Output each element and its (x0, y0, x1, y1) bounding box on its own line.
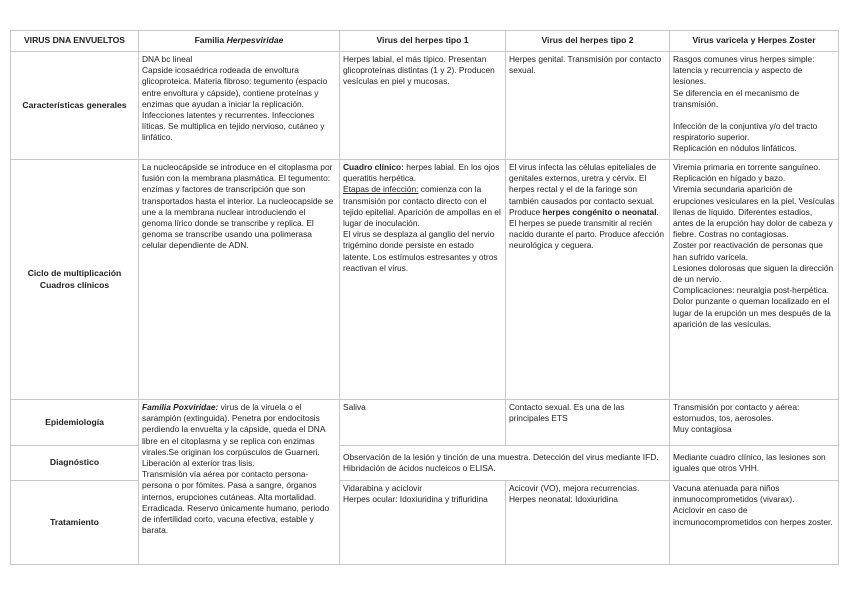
text-line: El virus infecta las células epiteliales de genitales externos, uretra y cérvix. El herpes rectal y el de la faringe son también causados por contacto sexual. (509, 162, 657, 206)
text-line: Viremia secundaria aparición de erupciones vesiculares en la piel. Vesículas llenas de líquido. Diferentes estadios, antes de la erupción hay dolor de cabeza y fiebre. Costras no contagiosas. (673, 184, 835, 240)
text-line: Capside icosaédrica rodeada de envoltura glicoproteica. Materia fibroso: tegumento (espacio entre envoltura y cápside), contiene proteínas y enzimas que ayudan a iniciar la replicación. (142, 65, 328, 109)
etapas-text: comienza con la transmisión por contacto directo con el tejido epitelial. Aparición de ampollas en el lugar de inoculación. (343, 184, 501, 229)
poxviridae-title: Familia Poxviridae: (142, 402, 219, 412)
cell-ciclo-herpes1 (340, 160, 506, 400)
row-diagnostico (11, 446, 839, 481)
row-caracteristicas (11, 52, 839, 160)
text-line: Infección de la conjuntiva y/o del tracto respiratorio superior. (673, 121, 818, 143)
cell-caracteristicas-herpesviridae (139, 52, 340, 160)
header-herpes-1: Virus del herpes tipo 1 (340, 31, 506, 52)
header-virus-dna: VIRUS DNA ENVUELTOS (11, 31, 139, 52)
cell-poxviridae (139, 400, 340, 565)
poxviridae-text: virus de la viruela o el sarampión (extinguida). Penetra por endocitosis perdiendo la envuelta y la cápside, queda el DNA libre en el citoplasma y se replica con enzimas virales.Se originan los corpúsculos de Guarneri. Liberación al exterior tras lisis. (142, 402, 325, 469)
label-epidemiologia: Epidemiología (11, 400, 139, 446)
cell-epidemiologia-varicela (670, 400, 839, 446)
label-tratamiento: Tratamiento (11, 481, 139, 565)
text-line: Infecciones latentes y recurrentes. Infecciones líticas. Se multiplica en tejido nervioso, cutáneo y linfático. (142, 110, 325, 143)
cell-diagnostico-varicela: Mediante cuadro clínico, las lesiones son iguales que otros VHH. (670, 446, 839, 481)
cell-ciclo-varicela (670, 160, 839, 400)
header-row (11, 31, 839, 52)
text-line: Aciclovir en caso de incmunocomprometidos con herpes zoster. (673, 505, 833, 527)
label-diagnostico: Diagnóstico (11, 446, 139, 481)
row-ciclo (11, 160, 839, 400)
text-line: Acicovir (VO), mejora recurrencias. (509, 483, 640, 493)
text-line: Muy contagiosa (673, 424, 732, 435)
spacer (673, 110, 835, 121)
cell-epidemiologia-herpes1: Saliva (340, 400, 506, 446)
text-line: Se diferencia en el mecanismo de transmisión. (673, 87, 800, 109)
text-line: DNA bc lineal (142, 54, 193, 64)
text-line: Vidarabina y aciclovir (343, 483, 422, 493)
text-line: . El herpes se puede transmitir al recién nacido durante el parto. Produce afección neurológica y ceguera. (509, 206, 665, 251)
header-herpes-2: Virus del herpes tipo 2 (506, 31, 670, 52)
header-herpesviridae-prefix: Familia (194, 35, 227, 46)
text-line: Transmisión por contacto y aérea: estornudos, tos, aerosoles. (673, 402, 800, 424)
header-herpesviridae (139, 31, 340, 52)
header-herpesviridae-italic: Herpesviridae (226, 35, 284, 46)
label-caracteristicas: Características generales (11, 52, 139, 160)
cell-caracteristicas-herpes2: Herpes genital. Transmisión por contacto sexual. (506, 52, 670, 160)
row-tratamiento (11, 481, 839, 565)
cuadro-clinico-label: Cuadro clínico: (343, 162, 404, 172)
cuadro-clinico-text: herpes labial. En los ojos queratitis herpética. (343, 162, 500, 184)
text-line: El virus se desplaza al ganglio del nervio trigémino donde persiste en estado latente. Los estímulos estresantes y otros reactivan el virus. (343, 229, 498, 273)
header-varicela: Virus varicela y Herpes Zoster (670, 31, 839, 52)
text-line: Rasgos comunes virus herpes simple: latencia y recurrencia y aspecto de lesiones. (673, 54, 815, 87)
text-line: Zoster por reactivación de personas que han sufrido varicela. (673, 240, 823, 262)
text-line: Herpes neonatal: Idoxiuridina (509, 494, 618, 505)
cell-epidemiologia-herpes2: Contacto sexual. Es una de las principales ETS (506, 400, 670, 446)
cell-diagnostico-herpes: Observación de la lesión y tinción de una muestra. Detección del virus mediante IFD. Hibridación de ácidos nucleicos o ELISA. (340, 446, 670, 481)
text-line: Replicación en nódulos linfáticos. (673, 143, 797, 154)
text-line: Complicaciones: neuralgia post-herpética. Dolor punzante o queman localizado en el lugar de la erupción un mes después de la aparición de las vesículas. (673, 285, 831, 329)
text-line: Herpes ocular: Idoxiuridina y trifluridina (343, 494, 488, 505)
text-line: Lesiones dolorosas que siguen la dirección de un nervio. (673, 262, 834, 285)
poxviridae-transmision: Transmisión vía aérea por contacto persona-persona o por fómites. Pasa a sangre, órganos internos, erupciones cutáneas. Alta mortalidad. Erradicada. Reservo únicamente humano, periodo de infertilidad corto, vacuna efectiva, estable y barata. (142, 469, 330, 536)
cell-tratamiento-herpes2 (506, 481, 670, 565)
label-ciclo: Ciclo de multiplicación Cuadros clínicos (11, 160, 139, 400)
row-epidemiologia (11, 400, 839, 446)
text-line: Viremia primaria en torrente sanguíneo. Replicación en hígado y bazo. (673, 162, 821, 184)
virus-table (10, 30, 839, 565)
cell-ciclo-herpesviridae: La nucleocápside se introduce en el citoplasma por fusión con la membrana plasmática. El tegumento: enzimas y factores de transcripción que son transportados hasta el interior. La nucleocapside se une a la membrana nuclear introduciendo el genoma lírico donde se transcribe y replica. El genoma se transcribe usando una polimerasa celular dependiente de ADN. (139, 160, 340, 400)
text-line: Vacuna atenuada para niños inmunocomprometidos (vivarax). (673, 483, 795, 505)
cell-caracteristicas-varicela (670, 52, 839, 160)
cell-caracteristicas-herpes1: Herpes labial, el más típico. Presentan glicoproteínas distintas (1 y 2). Producen vesículas en piel y mucosas. (340, 52, 506, 160)
cell-tratamiento-herpes1 (340, 481, 506, 565)
cell-ciclo-herpes2 (506, 160, 670, 400)
cell-tratamiento-varicela (670, 481, 839, 565)
text-line: Produce (509, 206, 543, 217)
congenito-label: herpes congénito o neonatal (542, 206, 657, 217)
etapas-label: Etapas de infección: (343, 184, 419, 195)
